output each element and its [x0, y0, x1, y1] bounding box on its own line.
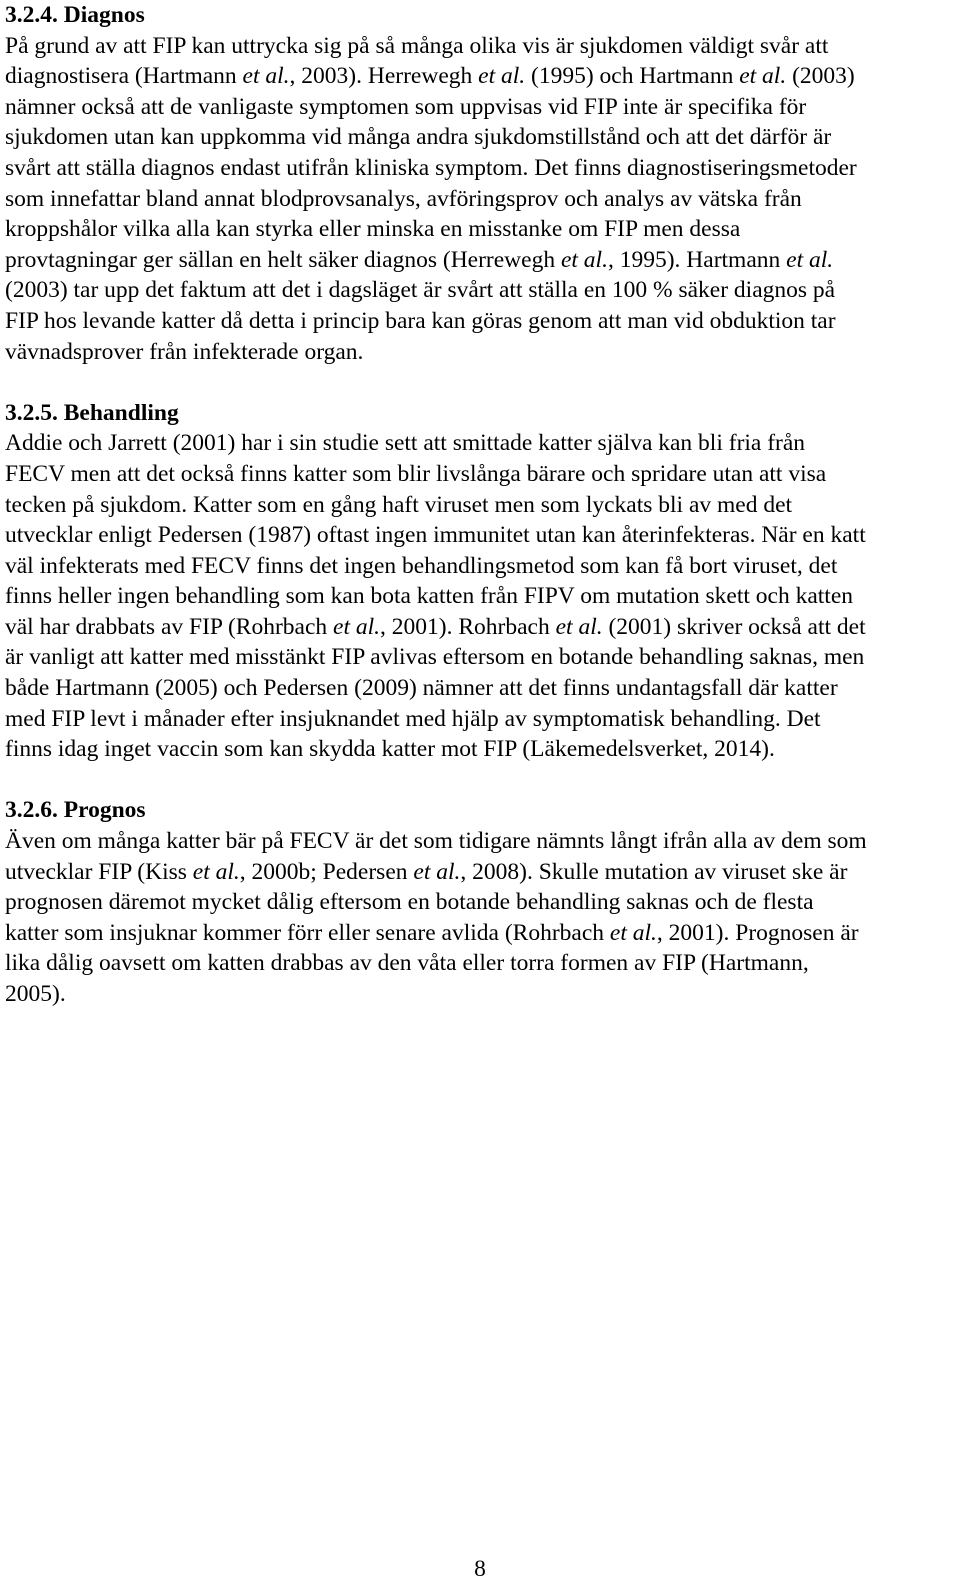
text-fragment: väl har drabbats av FIP (Rohrbach [5, 613, 334, 640]
citation-et-al: et al. [333, 613, 381, 640]
text-line: lika dålig oavsett om katten drabbas av den våta eller torra formen av FIP (Hartmann, [5, 950, 809, 977]
text-line [5, 612, 955, 643]
text-fragment: (1995) och Hartmann [525, 63, 740, 90]
text-line: 2005). [5, 981, 66, 1007]
text-line [5, 918, 955, 949]
text-line: utvecklar enligt Pedersen (1987) oftast ingen immunitet utan kan återinfekteras. När en katt [5, 522, 866, 549]
text-line: prognosen däremot mycket dålig eftersom en botande behandling saknas och de flesta [5, 889, 814, 916]
text-fragment: (2003) [786, 63, 855, 90]
section-heading-behandling: 3.2.5. Behandling [5, 399, 179, 426]
text-fragment: , 2000b; Pedersen [239, 858, 414, 885]
text-line: väl infekterats med FECV finns det ingen behandlingsmetod som kan få bort viruset, det [5, 552, 838, 579]
text-fragment: provtagningar ger sällan en helt säker diagnos (Herrewegh [5, 246, 561, 273]
text-fragment: , 1995). Hartmann [607, 246, 787, 273]
citation-et-al: et al. [242, 63, 290, 90]
citation-et-al: et al. [609, 919, 657, 946]
text-line: finns idag inget vaccin som kan skydda katter mot FIP (Läkemedelsverket, 2014). [5, 736, 775, 763]
section-heading-diagnos: 3.2.4. Diagnos [5, 2, 145, 28]
citation-et-al: et al. [555, 613, 603, 640]
section-diagnos [5, 0, 955, 367]
page-number: 8 [474, 1556, 486, 1582]
section-spacer [5, 367, 955, 398]
citation-et-al: et al. [192, 858, 240, 885]
text-line: både Hartmann (2005) och Pedersen (2009) nämner att det finns undantagsfall där katter [5, 675, 838, 702]
text-line: Addie och Jarrett (2001) har i sin studie sett att smittade katter själva kan bli fria från [5, 430, 806, 457]
section-behandling [5, 398, 955, 765]
text-fragment: diagnostisera (Hartmann [5, 63, 243, 90]
text-line: nämner också att de vanligaste symptomen som uppvisas vid FIP inte är specifika för [5, 93, 807, 120]
paragraph-prognos [5, 826, 955, 1010]
text-line: På grund av att FIP kan uttrycka sig på så många olika vis är sjukdomen väldigt svår att [5, 32, 829, 59]
text-fragment: , 2001). Rohrbach [380, 613, 556, 640]
citation-et-al: et al. [413, 858, 461, 885]
text-fragment: katter som insjuknar kommer förr eller senare avlida (Rohrbach [5, 919, 610, 946]
citation-et-al: et al. [560, 246, 608, 273]
section-spacer [5, 765, 955, 796]
text-line: med FIP levt i månader efter insjuknandet med hjälp av symptomatisk behandling. Det [5, 705, 821, 732]
text-line: svårt att ställa diagnos endast utifrån kliniska symptom. Det finns diagnostiseringsmetoder [5, 154, 857, 181]
section-heading-prognos: 3.2.6. Prognos [5, 797, 146, 824]
text-line: (2003) tar upp det faktum att det i dagsläget är svårt att ställa en 100 % säker diagnos på [5, 277, 836, 304]
paragraph-behandling [5, 428, 955, 765]
text-line: tecken på sjukdom. Katter som en gång haft viruset men som lyckats bli av med det [5, 491, 793, 518]
text-line: sjukdomen utan kan uppkomma vid många andra sjukdomstillstånd och att det därför är [5, 124, 832, 151]
text-line: är vanligt att katter med misstänkt FIP avlivas eftersom en botande behandling saknas, men [5, 644, 865, 671]
citation-et-al: et al. [786, 246, 834, 273]
section-prognos [5, 795, 955, 1009]
text-line [5, 245, 955, 276]
text-line: som innefattar bland annat blodprovsanalys, avföringsprov och analys av vätska från [5, 185, 802, 212]
text-fragment: , 2008). Skulle mutation av viruset ske är [460, 858, 848, 885]
text-line: kroppshålor vilka alla kan styrka eller minska en misstanke om FIP men dessa [5, 216, 741, 243]
text-line: vävnadsprover från infekterade organ. [5, 338, 364, 365]
text-fragment: utvecklar FIP (Kiss [5, 858, 193, 885]
citation-et-al: et al. [739, 63, 787, 90]
document-body [5, 0, 955, 1010]
text-fragment: , 2003). Herrewegh [289, 63, 479, 90]
text-fragment: (2001) skriver också att det [602, 613, 866, 640]
text-line: finns heller ingen behandling som kan bota katten från FIPV om mutation skett och katten [5, 583, 854, 610]
text-line: FECV men att det också finns katter som blir livslånga bärare och spridare utan att visa [5, 460, 827, 487]
text-line: Även om många katter bär på FECV är det som tidigare nämnts långt ifrån alla av dem som [5, 828, 867, 855]
text-line [5, 857, 955, 888]
text-fragment: , 2001). Prognosen är [656, 919, 859, 946]
text-line [5, 61, 955, 92]
citation-et-al: et al. [478, 63, 526, 90]
text-line: FIP hos levande katter då detta i princip bara kan göras genom att man vid obduktion tar [5, 307, 836, 334]
paragraph-diagnos [5, 31, 955, 368]
